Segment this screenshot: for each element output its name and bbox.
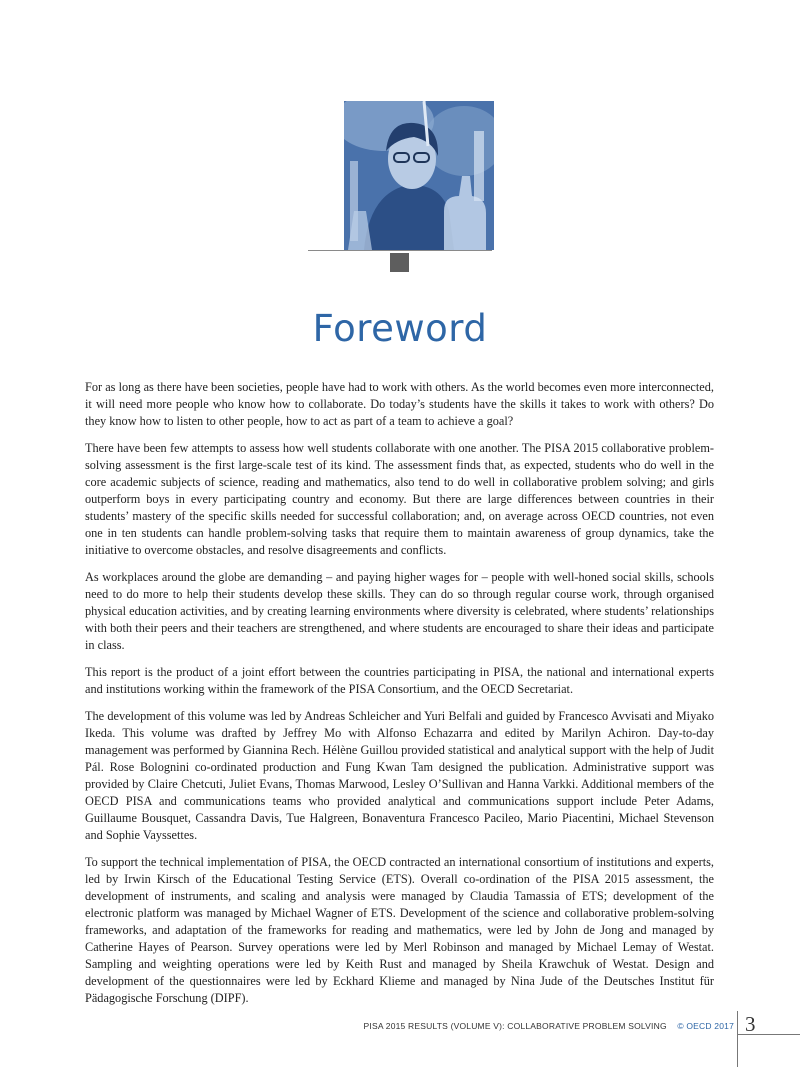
paragraph: The development of this volume was led by Andreas Schleicher and Yuri Belfali and guided by Francesco Avvisati and Miyako Ikeda. This volume was drafted by Jeffrey Mo with Alfonso Echazarra and edited by Marilyn Achiron. Day-to-day management was performed by Giannina Rech. Hélène Guillou provided statistical and analytical support with the help of Judit Pál. Rose Bolognini co-ordinated production and Fung Kwan Tam designed the publication. Administrative support was provided by Claire Chetcuti, Juliet Evans, Thomas Marwood, Lesley O’Sullivan and Hanna Varkki. Additional members of the OECD PISA and communications teams who provided analytical and communications support include Peter Adams, Guillaume Bousquet, Cassandra Davis, Tue Halgreen, Bonaventura Francesco Pacileo, Mario Piacentini, Michael Stevenson and Sophie Vayssettes. xyxy=(85,709,714,842)
running-title: PISA 2015 RESULTS (VOLUME V): COLLABORATIVE PROBLEM SOLVING xyxy=(363,1021,667,1031)
paragraph: As workplaces around the globe are demanding – and paying higher wages for – people with well-honed social skills, schools need to do more to help their students develop these skills. They can do so through regular course work, through organised physical education activities, and by creating learning environments where diversity is celebrated, where students’ relationships with both their peers and their teachers are strengthened, and where students are encouraged to share their ideas and participate in class. xyxy=(85,570,714,652)
scientist-photo-illustration xyxy=(344,101,494,250)
paragraph: To support the technical implementation of PISA, the OECD contracted an international consortium of institutions and experts, led by Irwin Kirsch of the Educational Testing Service (ETS). Overall co-ordination of the PISA 2015 assessment, the development of instruments, and scaling and analysis were managed by Claudia Tamassia of ETS; development of the electronic platform was managed by Michael Wagner of ETS. Development of the science and collaborative problem-solving frameworks, and adaptation of the frameworks for reading and mathematics, were led by John de Jong and managed by Catherine Hayes of Pearson. Survey operations were led by Merl Robinson and managed by Michael Lemay of Westat. Sampling and weighting operations were led by Keith Rust and managed by Sheila Krawchuk of Westat. Design and development of the questionnaires were led by Eckhard Klieme and managed by Nina Jude of the Deutsches Institut für Pädagogische Forschung (DIPF). xyxy=(85,855,714,1005)
page-title: Foreword xyxy=(312,306,488,350)
header-square xyxy=(390,253,409,272)
scientist-photo xyxy=(344,101,494,250)
body-text xyxy=(85,379,714,1017)
copyright: © OECD 2017 xyxy=(677,1021,734,1031)
paragraph: There have been few attempts to assess how well students collaborate with one another. The PISA 2015 collaborative problem-solving assessment is the first large-scale test of its kind. The assessment finds that, as expected, students who do well in the core academic subjects of science, reading and mathematics, also tend to do well in collaborative problem solving; and girls outperform boys in every participating country and economy. But there are large differences between countries in their students’ mastery of the specific skills needed for successful collaboration; and, on average across OECD countries, not even one in ten students can handle problem-solving tasks that require them to maintain awareness of group dynamics, take the initiative to overcome obstacles, and resolve disagreements and conflicts. xyxy=(85,441,714,557)
paragraph: This report is the product of a joint effort between the countries participating in PISA, the national and international experts and institutions working within the framework of the PISA Consortium, and the OECD Secretariat. xyxy=(85,665,714,696)
page-number: 3 xyxy=(745,1012,756,1036)
page-footer xyxy=(330,1021,734,1031)
header-rule xyxy=(308,250,492,251)
paragraph: For as long as there have been societies, people have had to work with others. As the world becomes even more interconnected, it will need more people who know how to collaborate. Do today’s students have the skills it takes to work with others? Do they know how to listen to other people, how to act as part of a team to achieve a goal? xyxy=(85,380,714,428)
footer-vertical-rule xyxy=(737,1011,738,1067)
